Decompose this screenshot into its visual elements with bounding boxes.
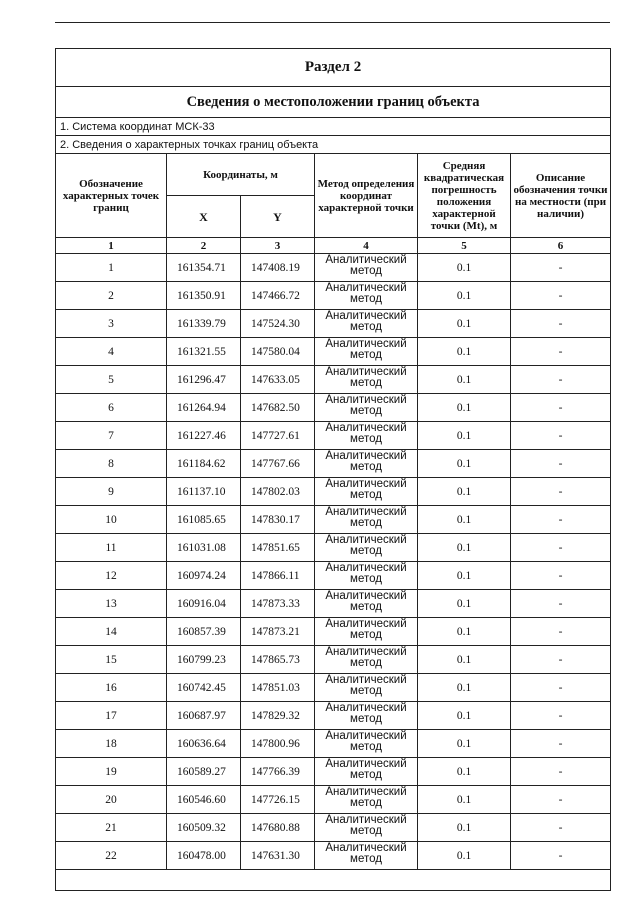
table-row bbox=[56, 786, 611, 814]
coord-x: 161227.46 bbox=[167, 422, 241, 450]
col-number: 3 bbox=[241, 238, 315, 254]
table-row bbox=[56, 842, 611, 870]
coord-y: 147873.21 bbox=[241, 618, 315, 646]
section-subtitle: Сведения о местоположении границ объекта bbox=[56, 87, 611, 118]
table-row bbox=[56, 254, 611, 282]
error-cell: 0.1 bbox=[418, 478, 511, 506]
point-number: 1 bbox=[56, 254, 167, 282]
col-number: 2 bbox=[167, 238, 241, 254]
method-cell: Аналитический метод bbox=[315, 422, 418, 450]
table-row bbox=[56, 338, 611, 366]
coord-x: 160799.23 bbox=[167, 646, 241, 674]
header-y: Y bbox=[241, 196, 315, 238]
col-number: 6 bbox=[511, 238, 611, 254]
header-coordinates: Координаты, м bbox=[167, 154, 315, 196]
description-cell: - bbox=[511, 674, 611, 702]
table-row bbox=[56, 366, 611, 394]
table-row bbox=[56, 534, 611, 562]
header-designation: Обозначение характерных точек границ bbox=[56, 154, 167, 238]
coord-y: 147727.61 bbox=[241, 422, 315, 450]
table-row bbox=[56, 646, 611, 674]
description-cell: - bbox=[511, 338, 611, 366]
coord-x: 161137.10 bbox=[167, 478, 241, 506]
method-cell: Аналитический метод bbox=[315, 506, 418, 534]
table-row bbox=[56, 758, 611, 786]
empty-trailing-row bbox=[56, 870, 611, 891]
error-cell: 0.1 bbox=[418, 842, 511, 870]
col-number: 1 bbox=[56, 238, 167, 254]
coord-x: 160742.45 bbox=[167, 674, 241, 702]
description-cell: - bbox=[511, 562, 611, 590]
description-cell: - bbox=[511, 786, 611, 814]
coord-y: 147851.03 bbox=[241, 674, 315, 702]
coord-y: 147829.32 bbox=[241, 702, 315, 730]
table-row bbox=[56, 702, 611, 730]
coord-y: 147802.03 bbox=[241, 478, 315, 506]
coord-y: 147408.19 bbox=[241, 254, 315, 282]
table-row bbox=[56, 422, 611, 450]
coord-x: 161085.65 bbox=[167, 506, 241, 534]
points-info-line: 2. Сведения о характерных точках границ объекта bbox=[56, 136, 611, 154]
point-number: 21 bbox=[56, 814, 167, 842]
table-row bbox=[56, 814, 611, 842]
error-cell: 0.1 bbox=[418, 618, 511, 646]
method-cell: Аналитический метод bbox=[315, 450, 418, 478]
description-cell: - bbox=[511, 814, 611, 842]
top-rule bbox=[55, 22, 610, 23]
method-cell: Аналитический метод bbox=[315, 310, 418, 338]
description-cell: - bbox=[511, 534, 611, 562]
coord-y: 147766.39 bbox=[241, 758, 315, 786]
point-number: 17 bbox=[56, 702, 167, 730]
coord-y: 147466.72 bbox=[241, 282, 315, 310]
error-cell: 0.1 bbox=[418, 562, 511, 590]
table-row bbox=[56, 394, 611, 422]
error-cell: 0.1 bbox=[418, 758, 511, 786]
method-cell: Аналитический метод bbox=[315, 730, 418, 758]
description-cell: - bbox=[511, 254, 611, 282]
description-cell: - bbox=[511, 450, 611, 478]
coord-x: 161264.94 bbox=[167, 394, 241, 422]
coord-y: 147800.96 bbox=[241, 730, 315, 758]
error-cell: 0.1 bbox=[418, 310, 511, 338]
error-cell: 0.1 bbox=[418, 282, 511, 310]
coord-y: 147830.17 bbox=[241, 506, 315, 534]
error-cell: 0.1 bbox=[418, 366, 511, 394]
error-cell: 0.1 bbox=[418, 590, 511, 618]
table-row bbox=[56, 674, 611, 702]
coord-x: 160857.39 bbox=[167, 618, 241, 646]
error-cell: 0.1 bbox=[418, 786, 511, 814]
table-row bbox=[56, 478, 611, 506]
coord-y: 147865.73 bbox=[241, 646, 315, 674]
description-cell: - bbox=[511, 618, 611, 646]
coord-y: 147873.33 bbox=[241, 590, 315, 618]
point-number: 7 bbox=[56, 422, 167, 450]
table-row bbox=[56, 282, 611, 310]
method-cell: Аналитический метод bbox=[315, 758, 418, 786]
error-cell: 0.1 bbox=[418, 534, 511, 562]
error-cell: 0.1 bbox=[418, 730, 511, 758]
method-cell: Аналитический метод bbox=[315, 394, 418, 422]
description-cell: - bbox=[511, 646, 611, 674]
table-row bbox=[56, 506, 611, 534]
point-number: 19 bbox=[56, 758, 167, 786]
error-cell: 0.1 bbox=[418, 254, 511, 282]
empty-cell bbox=[56, 870, 611, 891]
coord-x: 160636.64 bbox=[167, 730, 241, 758]
description-cell: - bbox=[511, 702, 611, 730]
error-cell: 0.1 bbox=[418, 646, 511, 674]
description-cell: - bbox=[511, 758, 611, 786]
error-cell: 0.1 bbox=[418, 338, 511, 366]
method-cell: Аналитический метод bbox=[315, 534, 418, 562]
point-number: 8 bbox=[56, 450, 167, 478]
method-cell: Аналитический метод bbox=[315, 786, 418, 814]
table-row bbox=[56, 590, 611, 618]
description-cell: - bbox=[511, 366, 611, 394]
coord-system-line: 1. Система координат МСК-33 bbox=[56, 118, 611, 136]
point-number: 3 bbox=[56, 310, 167, 338]
coord-x: 161184.62 bbox=[167, 450, 241, 478]
table-row bbox=[56, 562, 611, 590]
method-cell: Аналитический метод bbox=[315, 254, 418, 282]
coord-x: 160478.00 bbox=[167, 842, 241, 870]
point-number: 13 bbox=[56, 590, 167, 618]
description-cell: - bbox=[511, 422, 611, 450]
table-row bbox=[56, 618, 611, 646]
method-cell: Аналитический метод bbox=[315, 282, 418, 310]
coord-x: 160509.32 bbox=[167, 814, 241, 842]
point-number: 16 bbox=[56, 674, 167, 702]
method-cell: Аналитический метод bbox=[315, 478, 418, 506]
coord-y: 147580.04 bbox=[241, 338, 315, 366]
error-cell: 0.1 bbox=[418, 702, 511, 730]
coord-x: 161321.55 bbox=[167, 338, 241, 366]
method-cell: Аналитический метод bbox=[315, 842, 418, 870]
method-cell: Аналитический метод bbox=[315, 338, 418, 366]
boundary-points-table bbox=[55, 48, 611, 891]
point-number: 11 bbox=[56, 534, 167, 562]
error-cell: 0.1 bbox=[418, 674, 511, 702]
header-description: Описание обозначения точки на местности (при наличии) bbox=[511, 154, 611, 238]
method-cell: Аналитический метод bbox=[315, 618, 418, 646]
point-number: 9 bbox=[56, 478, 167, 506]
method-cell: Аналитический метод bbox=[315, 366, 418, 394]
col-number: 4 bbox=[315, 238, 418, 254]
coord-x: 161354.71 bbox=[167, 254, 241, 282]
coord-x: 160589.27 bbox=[167, 758, 241, 786]
coord-x: 161339.79 bbox=[167, 310, 241, 338]
description-cell: - bbox=[511, 506, 611, 534]
point-number: 15 bbox=[56, 646, 167, 674]
method-cell: Аналитический метод bbox=[315, 674, 418, 702]
header-error: Средняя квадратическая погрешность положения характерной точки (Mt), м bbox=[418, 154, 511, 238]
coord-x: 161031.08 bbox=[167, 534, 241, 562]
coord-x: 160916.04 bbox=[167, 590, 241, 618]
coord-x: 161296.47 bbox=[167, 366, 241, 394]
method-cell: Аналитический метод bbox=[315, 646, 418, 674]
error-cell: 0.1 bbox=[418, 450, 511, 478]
column-number-row bbox=[56, 238, 611, 254]
error-cell: 0.1 bbox=[418, 506, 511, 534]
coord-y: 147524.30 bbox=[241, 310, 315, 338]
method-cell: Аналитический метод bbox=[315, 562, 418, 590]
description-cell: - bbox=[511, 478, 611, 506]
method-cell: Аналитический метод bbox=[315, 702, 418, 730]
description-cell: - bbox=[511, 842, 611, 870]
coord-y: 147631.30 bbox=[241, 842, 315, 870]
point-number: 4 bbox=[56, 338, 167, 366]
coord-y: 147851.65 bbox=[241, 534, 315, 562]
header-method: Метод определения координат характерной точки bbox=[315, 154, 418, 238]
description-cell: - bbox=[511, 394, 611, 422]
point-number: 18 bbox=[56, 730, 167, 758]
description-cell: - bbox=[511, 730, 611, 758]
coord-x: 160687.97 bbox=[167, 702, 241, 730]
table-row bbox=[56, 310, 611, 338]
point-number: 14 bbox=[56, 618, 167, 646]
coord-x: 161350.91 bbox=[167, 282, 241, 310]
coord-y: 147866.11 bbox=[241, 562, 315, 590]
method-cell: Аналитический метод bbox=[315, 814, 418, 842]
coord-x: 160546.60 bbox=[167, 786, 241, 814]
coord-y: 147682.50 bbox=[241, 394, 315, 422]
coord-y: 147767.66 bbox=[241, 450, 315, 478]
coord-x: 160974.24 bbox=[167, 562, 241, 590]
coord-y: 147633.05 bbox=[241, 366, 315, 394]
coord-y: 147726.15 bbox=[241, 786, 315, 814]
col-number: 5 bbox=[418, 238, 511, 254]
error-cell: 0.1 bbox=[418, 814, 511, 842]
error-cell: 0.1 bbox=[418, 422, 511, 450]
description-cell: - bbox=[511, 590, 611, 618]
method-cell: Аналитический метод bbox=[315, 590, 418, 618]
point-number: 2 bbox=[56, 282, 167, 310]
point-number: 22 bbox=[56, 842, 167, 870]
description-cell: - bbox=[511, 282, 611, 310]
section-title: Раздел 2 bbox=[56, 49, 611, 87]
table-row bbox=[56, 450, 611, 478]
point-number: 5 bbox=[56, 366, 167, 394]
description-cell: - bbox=[511, 310, 611, 338]
point-number: 10 bbox=[56, 506, 167, 534]
header-x: X bbox=[167, 196, 241, 238]
point-number: 6 bbox=[56, 394, 167, 422]
coord-y: 147680.88 bbox=[241, 814, 315, 842]
error-cell: 0.1 bbox=[418, 394, 511, 422]
point-number: 20 bbox=[56, 786, 167, 814]
point-number: 12 bbox=[56, 562, 167, 590]
table-row bbox=[56, 730, 611, 758]
